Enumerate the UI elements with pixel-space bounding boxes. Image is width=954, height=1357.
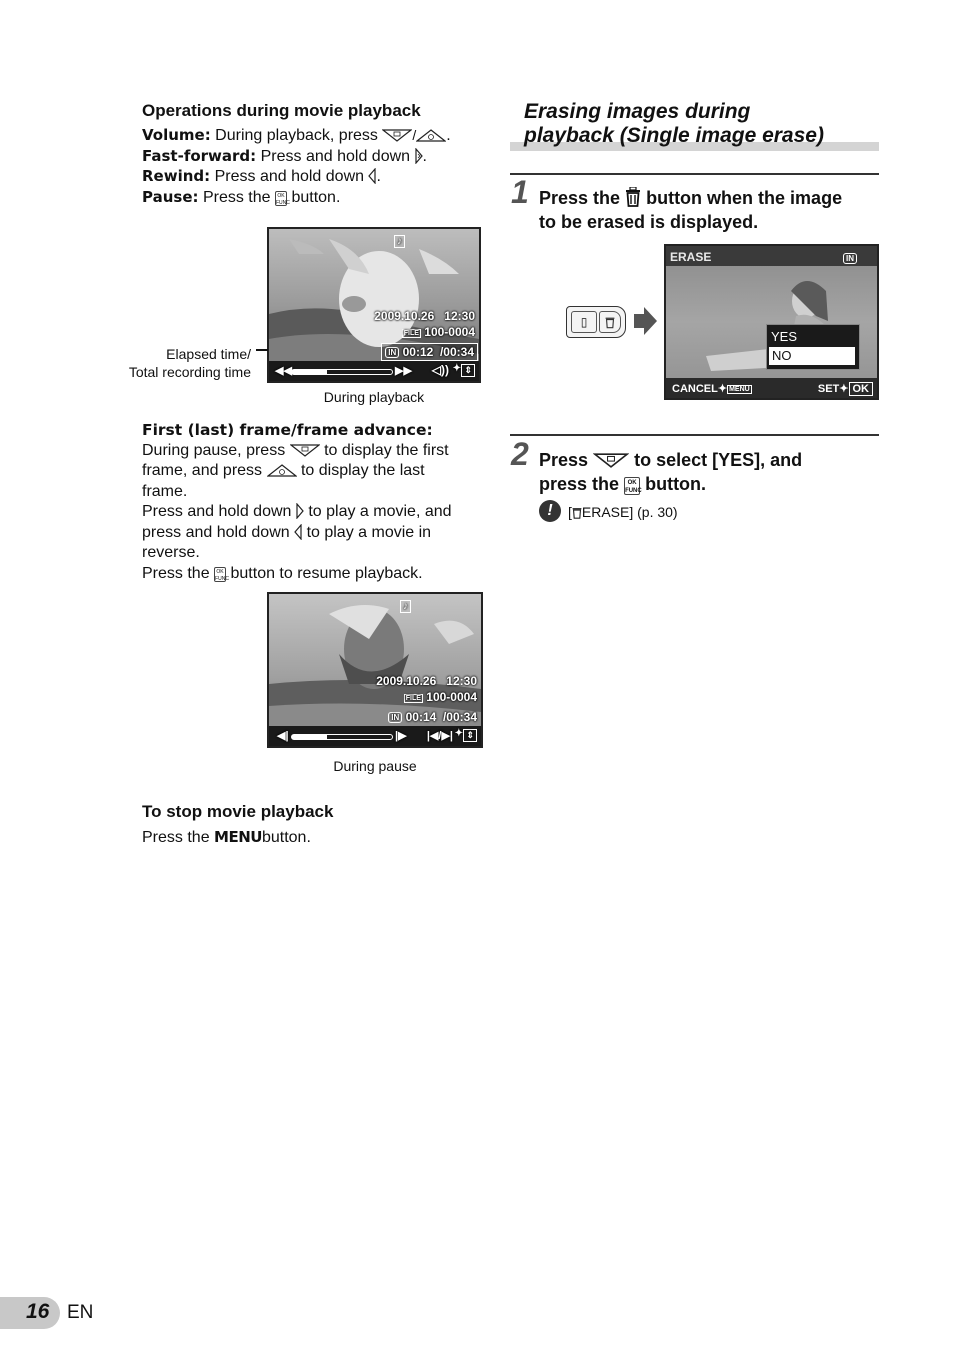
page-number: 16: [26, 1300, 50, 1323]
caption-during-pause: During pause: [333, 758, 417, 774]
trash-button-icon: [599, 311, 621, 333]
date-time-readout: 2009.10.26 12:30: [376, 674, 477, 688]
arrow-icon: ✦: [454, 728, 463, 739]
progress-bar: [291, 734, 393, 740]
step1-number: 1: [511, 174, 529, 210]
callout-line: [256, 349, 268, 351]
caption-during-playback: During playback: [323, 389, 425, 405]
rewind-icon: ◀◀: [275, 365, 292, 377]
trash-icon: [572, 506, 582, 519]
frame-advance-heading: First (last) frame/frame advance:: [142, 421, 433, 439]
down-button-icon: [593, 453, 629, 468]
frame-line-4: Press and hold down to play a movie, and: [142, 503, 452, 520]
frame-line-7: Press the OK FUNC button to resume playback.: [142, 565, 423, 582]
camera-buttons-illustration: [566, 306, 626, 338]
volume-line: Volume: During playback, press / .: [142, 126, 451, 144]
total-time: /00:34: [442, 710, 477, 724]
frame-back-icon: ◀|: [277, 730, 289, 742]
elapsed-time: 00:12: [402, 345, 434, 359]
rewind-line: Rewind: Press and hold down .: [142, 167, 381, 185]
pause-control-bar: [269, 726, 481, 746]
step1-rule: [510, 173, 879, 175]
memory-icon: IN: [385, 347, 399, 358]
step2-rule: [510, 434, 879, 436]
section-title: Erasing images during playback (Single image erase): [524, 100, 824, 147]
fast-forward-icon: ▶▶: [395, 365, 412, 377]
pause-label: Pause:: [142, 188, 199, 206]
frame-forward-icon: |▶: [395, 730, 407, 742]
erase-reference: [ ERASE] (p. 30): [568, 504, 678, 520]
erase-menu: [766, 324, 860, 370]
up-button-icon: [416, 129, 446, 142]
playback-button-icon: ▯: [571, 311, 597, 333]
time-readout: [388, 710, 477, 724]
movie-sound-icon: ♪: [400, 600, 411, 613]
set-hint: SET✦ OK: [818, 382, 873, 395]
menu-button-label: MENU: [214, 828, 262, 846]
progress-fill: [292, 735, 327, 739]
cancel-hint: CANCEL✦ MENU: [672, 383, 750, 395]
updown-icon: ⇕: [463, 729, 477, 742]
time-readout-box: [381, 343, 478, 361]
right-button-icon: [296, 503, 304, 519]
rewind-text: Press and hold down: [214, 168, 365, 185]
memory-icon: IN: [843, 253, 857, 264]
elapsed-time: 00:14: [405, 710, 437, 724]
left-button-icon: [368, 168, 376, 184]
volume-icon: ◁)): [431, 363, 449, 377]
playback-screen: [267, 227, 481, 383]
frame-line-2: frame, and press to display the last: [142, 462, 425, 479]
right-button-icon: [415, 148, 423, 164]
file-icon: FILE: [403, 330, 419, 337]
memory-icon: IN: [388, 712, 402, 723]
frame-line-5: press and hold down to play a movie in: [142, 524, 432, 541]
caution-icon: !: [539, 500, 561, 522]
step2-number: 2: [511, 436, 529, 472]
fastforward-label: Fast-forward:: [142, 147, 257, 165]
ok-func-button-icon: OK FUNC: [276, 193, 290, 206]
down-button-icon: [382, 129, 412, 142]
stop-line: Press the MENUbutton.: [142, 828, 311, 846]
operations-heading: Operations during movie playback: [142, 101, 421, 120]
fastforward-line: Fast-forward: Press and hold down .: [142, 147, 427, 165]
pause-text-a: Press the: [202, 189, 271, 206]
woman-photo: [666, 246, 877, 398]
elapsed-callout: Elapsed time/ Total recording time: [128, 346, 251, 380]
ok-func-button-icon: OK FUNC: [624, 477, 640, 495]
ok-func-button-icon: OK FUNC: [215, 569, 229, 582]
pause-text-b: button.: [291, 189, 341, 206]
frame-line-6: reverse.: [142, 544, 200, 561]
file-icon: FILE: [405, 695, 421, 702]
fastforward-text: Press and hold down: [260, 148, 411, 165]
arrow-icon: ✦: [452, 363, 461, 374]
frame-line-3: frame.: [142, 483, 188, 500]
option-yes[interactable]: YES: [771, 329, 798, 344]
pause-line: [142, 187, 340, 208]
progress-fill: [292, 370, 327, 374]
first-last-frame-icon: |◀/▶|: [426, 730, 453, 742]
updown-icon: ⇕: [461, 364, 475, 377]
up-button-icon: [267, 464, 297, 477]
movie-sound-icon: ♪: [394, 235, 405, 248]
option-no[interactable]: NO: [769, 347, 855, 365]
progress-bar: [291, 369, 393, 375]
erase-screen: [664, 244, 879, 400]
arrow-right-icon: [632, 306, 658, 336]
file-number: FILE 100-0004: [405, 690, 477, 704]
rewind-label: Rewind:: [142, 167, 211, 185]
frame-line-1: During pause, press to display the first: [142, 442, 449, 459]
stop-heading: To stop movie playback: [142, 802, 334, 821]
volume-text: During playback, press: [215, 127, 378, 144]
volume-label: Volume:: [142, 126, 211, 144]
total-time: /00:34: [439, 345, 474, 359]
date-time-readout: 2009.10.26 12:30: [374, 309, 475, 323]
pause-screen: [267, 592, 483, 748]
down-button-icon: [290, 444, 320, 457]
erase-screen-title: ERASE: [670, 250, 712, 264]
language-label: EN: [67, 1302, 94, 1323]
trash-icon: [625, 187, 641, 207]
file-number: FILE 100-0004: [403, 325, 475, 339]
step1-text: Press the button when the image to be erased is displayed.: [539, 188, 843, 232]
playback-control-bar: [269, 361, 479, 381]
left-button-icon: [294, 524, 302, 540]
step2-text: Press to select [YES], and press the OK FUNC button.: [539, 450, 803, 494]
